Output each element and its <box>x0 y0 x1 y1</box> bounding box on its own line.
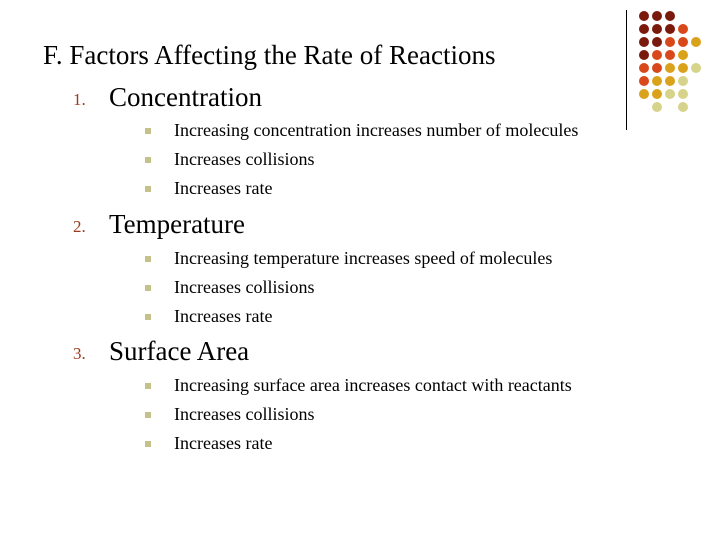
square-bullet-icon <box>145 157 151 163</box>
bullet-item <box>0 404 720 428</box>
section-heading: Concentration <box>109 82 262 112</box>
dot-icon <box>691 37 701 47</box>
dot-icon <box>652 37 662 47</box>
section-heading: Temperature <box>109 209 246 239</box>
dot-icon <box>652 11 662 21</box>
dot-icon <box>665 89 675 99</box>
dot-icon <box>652 102 662 112</box>
bullet-text: Increases collisions <box>174 149 315 169</box>
section-number: 3. <box>73 344 86 363</box>
section-heading: Surface Area <box>109 336 250 366</box>
bullet-text: Increasing concentration increases number of molecules <box>174 120 579 140</box>
square-bullet-icon <box>145 285 151 291</box>
dot-icon <box>691 63 701 73</box>
square-bullet-icon <box>145 314 151 320</box>
bullet-text: Increasing temperature increases speed of molecules <box>174 248 553 268</box>
dot-icon <box>665 11 675 21</box>
dot-icon <box>652 50 662 60</box>
dot-icon <box>678 102 688 112</box>
bullet-text: Increases rate <box>174 433 273 453</box>
dot-icon <box>639 37 649 47</box>
square-bullet-icon <box>145 128 151 134</box>
dot-icon <box>639 63 649 73</box>
dot-icon <box>678 89 688 99</box>
dot-icon <box>639 24 649 34</box>
bullet-text: Increases collisions <box>174 404 315 424</box>
dot-icon <box>678 24 688 34</box>
dot-icon <box>639 89 649 99</box>
dot-icon <box>652 76 662 86</box>
bullet-item <box>0 433 720 457</box>
dot-icon <box>652 89 662 99</box>
square-bullet-icon <box>145 441 151 447</box>
dot-icon <box>639 11 649 21</box>
dot-icon <box>678 63 688 73</box>
divider-line <box>626 10 627 130</box>
dot-icon <box>639 76 649 86</box>
bullet-text: Increases rate <box>174 306 273 326</box>
bullet-text: Increases collisions <box>174 277 315 297</box>
bullet-item <box>0 178 720 202</box>
bullet-item <box>0 306 720 330</box>
bullet-item <box>0 149 720 173</box>
dot-icon <box>678 37 688 47</box>
section-number: 2. <box>73 217 86 236</box>
dot-icon <box>665 37 675 47</box>
square-bullet-icon <box>145 383 151 389</box>
bullet-item <box>0 277 720 301</box>
dot-icon <box>665 50 675 60</box>
bullet-item <box>0 375 720 399</box>
dot-icon <box>665 24 675 34</box>
dot-icon <box>652 63 662 73</box>
dot-icon <box>652 24 662 34</box>
dot-icon <box>678 50 688 60</box>
slide-title: F. Factors Affecting the Rate of Reactions <box>43 40 496 70</box>
bullet-item <box>0 248 720 272</box>
bullet-item <box>0 120 720 144</box>
dot-icon <box>665 63 675 73</box>
dot-icon <box>678 76 688 86</box>
dot-icon <box>639 50 649 60</box>
bullet-text: Increasing surface area increases contact with reactants <box>174 375 572 395</box>
square-bullet-icon <box>145 412 151 418</box>
square-bullet-icon <box>145 186 151 192</box>
bullet-text: Increases rate <box>174 178 273 198</box>
square-bullet-icon <box>145 256 151 262</box>
dot-icon <box>665 76 675 86</box>
section-number: 1. <box>73 90 86 109</box>
